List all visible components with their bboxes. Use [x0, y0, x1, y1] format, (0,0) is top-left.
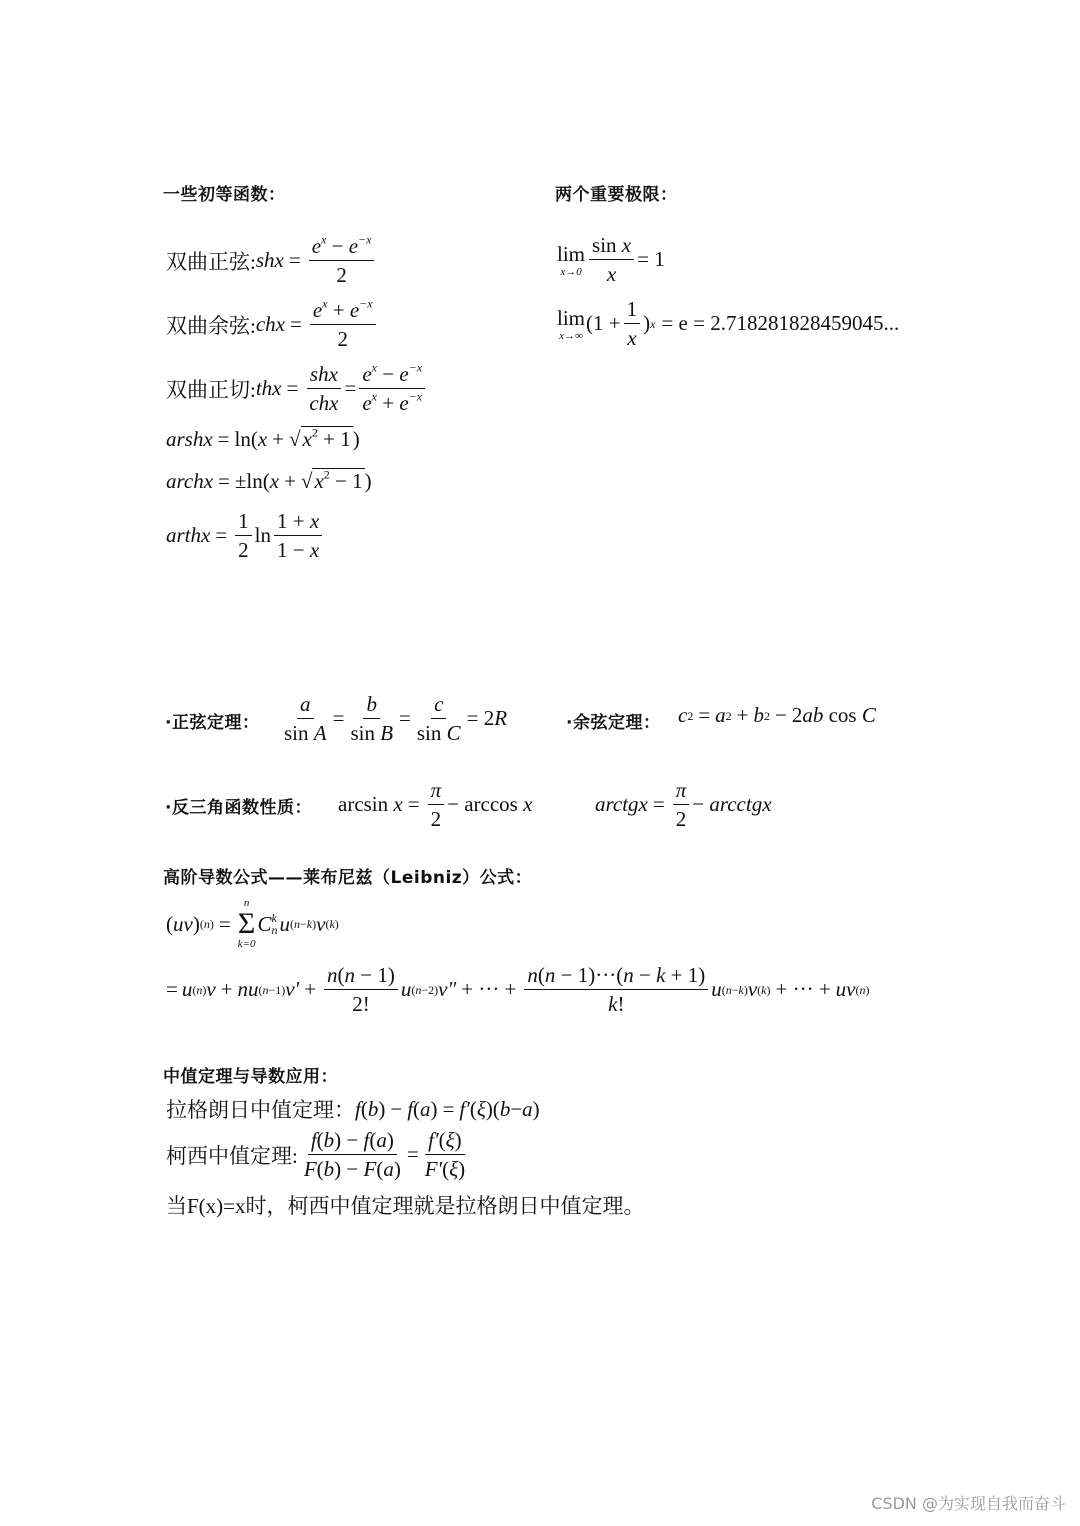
note-text: 柯西中值定理就是拉格朗日中值定理。: [287, 1194, 645, 1218]
e-constant: = e = 2.718281828459045...: [661, 311, 900, 336]
formula-cosh: 双曲余弦: chx = $\frac{e^x + e^{-x}}{2}$: [166, 296, 379, 354]
heading-elementary-functions: 一些初等函数：: [163, 185, 286, 205]
formula-sine-law: $\frac{a}{\text{sin A}}$ = $\frac{b}{\text{sin B}}$ = $\frac{c}{\text{sin C}}$ = 2R: [284, 692, 508, 746]
heading-mean-value: 中值定理与导数应用：: [163, 1067, 338, 1087]
formula-leibniz-expansion: = u (n) v + nu (n−1) v′ + $\frac{n(n - 1)}{2!}$ u (n−2) v″ + ··· + $\frac{n(n - 1)\cdot\cdot\cdot(n - k + 1)}{k!}$ u (n−k) v (k) + ··· + uv (n): [166, 963, 870, 1017]
formula-cauchy: 柯西中值定理: $\frac{f(b) - f(a)}{F(b) - F(a)}$ = $\frac{f'(\xi)}{F'(\xi)}$: [166, 1128, 466, 1182]
formula-arctg: arctgx = $\frac{\pi}{2}$ − arcctgx: [595, 778, 772, 832]
label-cauchy: 柯西中值定理:: [166, 1143, 298, 1168]
heading-sine-law: ·正弦定理：: [165, 713, 260, 733]
formula-arcsin: arcsin x = $\frac{\pi}{2}$ − arccos x: [338, 778, 533, 832]
formula-tanh: 双曲正切: thx = shx chx = $\frac{e^x - e^{-x}}{e^x + e^{-x}}$: [166, 360, 428, 418]
formula-arshx: arshx = ln( x + √ $x^2 + 1$ ): [166, 425, 360, 451]
watermark: CSDN @为实现自我而奋斗: [871, 1494, 1066, 1513]
heading-important-limits: 两个重要极限：: [555, 185, 678, 205]
label-tanh: 双曲正切:: [166, 377, 256, 402]
heading-inverse-trig: ·反三角函数性质：: [165, 798, 312, 818]
formula-limit-e: lim x→∞ (1 + $\frac{1}{x}$ ) x = e = 2.718281828459045...: [557, 297, 900, 351]
note-cauchy-lagrange: [166, 1190, 645, 1220]
label-sinh: 双曲正弦:: [166, 249, 256, 274]
formula-archx: archx = ±ln( x + √ $x^2 - 1$ ): [166, 467, 372, 493]
formula-lagrange: 拉格朗日中值定理： f ( b ) − f ( a ) = f′ ( ξ )( b − a ): [166, 1094, 540, 1124]
formula-limit-sinx: lim x→0 $\frac{\text{sin x}}{x}$ = 1: [557, 233, 665, 287]
heading-leibniz: 高阶导数公式——莱布尼兹（Leibniz）公式：: [163, 868, 533, 888]
formula-leibniz-sum: (uv) (n) = n Σ k=0 C k n u (n−k) v (k): [166, 897, 339, 950]
note-prefix: 当F(x)=x时，: [166, 1194, 288, 1218]
label-lagrange: 拉格朗日中值定理：: [166, 1098, 355, 1122]
formula-sinh: 双曲正弦: shx = $\frac{e^x - e^{-x}}{2}$: [166, 232, 377, 290]
label-cosh: 双曲余弦:: [166, 313, 256, 338]
formula-cosine-law: c 2 = a 2 + b 2 − 2ab cos C: [678, 703, 876, 727]
heading-cosine-law: ·余弦定理：: [566, 713, 661, 733]
formula-arthx: arthx = $\frac{1}{2}$ ln 1 + x 1 − x: [166, 507, 325, 565]
